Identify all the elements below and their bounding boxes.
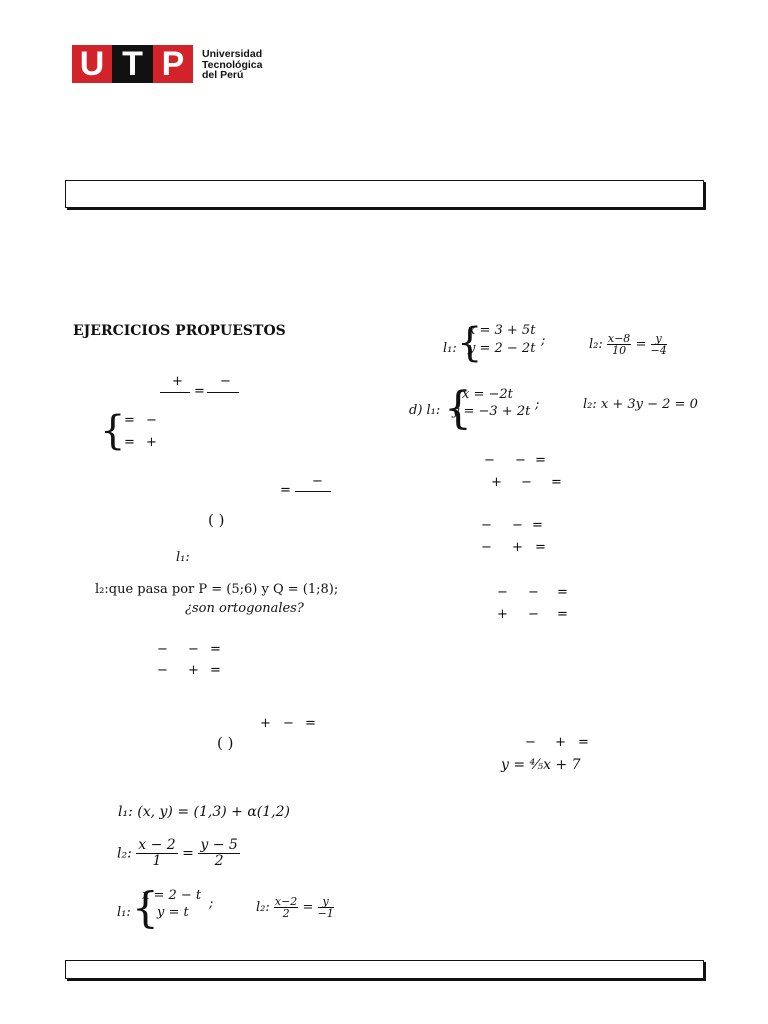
eq2-minus: −: [312, 474, 323, 489]
c-equals: =: [635, 337, 647, 352]
c-label: l₁:: [443, 341, 457, 356]
c-row-2: y = 2 − 2t: [468, 341, 536, 356]
l2b-num-x: x−2: [274, 895, 298, 908]
sys2-r2-a: −: [157, 663, 168, 678]
c-den-x: 10: [612, 344, 627, 357]
eq4-b: +: [555, 735, 566, 750]
d-brace: {: [444, 383, 472, 434]
eq2-equals: =: [280, 483, 291, 498]
sysC-r2-b: −: [528, 607, 539, 622]
c-fraction-x: [607, 333, 631, 356]
c-l2-label: l₂:: [589, 337, 603, 352]
d-label: d) l₁:: [409, 403, 441, 418]
c-fraction-y: [651, 333, 667, 356]
l2b-fraction-x: [274, 896, 298, 919]
sys2-r1-c: =: [210, 642, 221, 657]
c-l2-equation: [589, 333, 667, 356]
eq3-a: +: [260, 716, 271, 731]
sys2-r1-a: −: [157, 642, 168, 657]
d-l2-equation: l₂: x + 3y − 2 = 0: [583, 397, 698, 412]
param-row-2: y = t: [157, 905, 189, 920]
sysA-r1-a: −: [484, 453, 495, 468]
sysA-r1-c: =: [535, 453, 546, 468]
eq3-c: =: [305, 716, 316, 731]
sym-equals: =: [182, 845, 194, 862]
param-row-1: x = 2 − t: [142, 888, 202, 903]
sys1-r1-eq: =: [124, 413, 135, 428]
sysA-r2-b: −: [521, 475, 532, 490]
d-sep: ;: [535, 397, 540, 412]
sysC-r1-b: −: [528, 585, 539, 600]
sys1-brace: {: [100, 408, 126, 454]
param-brace: {: [132, 883, 159, 932]
symmetric-fraction-x: [136, 838, 177, 869]
sym-num-x: x − 2: [138, 837, 176, 853]
l2b-den-y: −1: [317, 907, 334, 920]
final-equation: y = ⁴⁄₅x + 7: [501, 757, 581, 773]
sysC-r1-c: =: [557, 585, 568, 600]
l2-points-text: l₂:que pasa por P = (5;6) y Q = (1;8);: [95, 582, 339, 597]
sysA-r2-c: =: [551, 475, 562, 490]
sysB-r1-a: −: [481, 518, 492, 533]
sysA-r2-a: +: [491, 475, 502, 490]
sys1-r2-eq: =: [124, 435, 135, 450]
paren-2: ( ): [217, 734, 234, 752]
footer-bar: [65, 960, 704, 979]
c-brace: {: [457, 320, 483, 366]
sym-den-y: 2: [214, 853, 224, 869]
c-row-1: x = 3 + 5t: [468, 323, 536, 338]
university-name-line-2: Tecnológica: [202, 58, 263, 71]
sys2-r2-b: +: [188, 663, 199, 678]
l2b-equation: [256, 896, 334, 919]
sys2-r2-c: =: [210, 663, 221, 678]
c-den-y: −4: [650, 344, 667, 357]
eq4-c: =: [578, 735, 589, 750]
l2b-num-y: y: [318, 896, 334, 908]
symmetric-equation: [117, 838, 240, 869]
university-name: [202, 49, 262, 81]
symmetric-fraction-y: [198, 838, 239, 869]
university-name-line-1: Universidad: [202, 48, 263, 60]
symmetric-label: l₂:: [117, 845, 132, 862]
sysC-r1-a: −: [497, 585, 508, 600]
param-label: l₁:: [117, 905, 131, 920]
c-sep: ;: [541, 333, 546, 348]
logo-letter-p: P: [153, 45, 193, 83]
logo-letter-t: T: [112, 45, 153, 83]
section-heading: EJERCICIOS PROPUESTOS: [73, 323, 286, 339]
eq4-a: −: [525, 735, 536, 750]
eq3-b: −: [283, 716, 294, 731]
sys2-r1-b: −: [188, 642, 199, 657]
vector-equation: l₁: (x, y) = (1,3) + α(1,2): [118, 804, 290, 820]
sysA-r1-b: −: [515, 453, 526, 468]
logo-letter-u: U: [72, 45, 112, 83]
l2b-den-x: 2: [282, 907, 290, 920]
sys1-r2-plus: +: [146, 435, 157, 450]
header-bar: [65, 180, 704, 208]
eq1-minus: −: [220, 374, 231, 389]
sysC-r2-a: +: [497, 607, 508, 622]
d-row-1: x = −2t: [462, 387, 513, 402]
sysB-r1-c: =: [532, 518, 543, 533]
paren-1: ( ): [208, 511, 225, 529]
l2b-fraction-y: [318, 896, 334, 919]
eq1-line-left: [160, 392, 190, 393]
l2b-equals: =: [302, 900, 314, 915]
eq1-plus: +: [172, 374, 183, 389]
c-num-x: x−8: [607, 332, 631, 345]
eq1-line-right: [207, 392, 239, 393]
sysC-r2-c: =: [557, 607, 568, 622]
eq2-line: [295, 491, 331, 492]
sysB-r1-b: −: [512, 518, 523, 533]
sysB-r2-c: =: [535, 540, 546, 555]
d-row-2: y = −3 + 2t: [452, 404, 531, 419]
l1-label: l₁:: [176, 550, 190, 565]
param-sep: ;: [209, 896, 214, 911]
sys1-r1-minus: −: [146, 413, 157, 428]
c-num-y: y: [651, 333, 667, 345]
sym-num-y: y − 5: [200, 837, 238, 853]
orthogonal-question: ¿son ortogonales?: [185, 601, 304, 616]
sysB-r2-b: +: [512, 540, 523, 555]
l2b-label: l₂:: [256, 900, 270, 915]
sysB-r2-a: −: [481, 540, 492, 555]
sym-den-x: 1: [152, 853, 162, 869]
university-name-line-3: del Perú: [202, 69, 244, 81]
eq1-equals: =: [194, 384, 205, 399]
